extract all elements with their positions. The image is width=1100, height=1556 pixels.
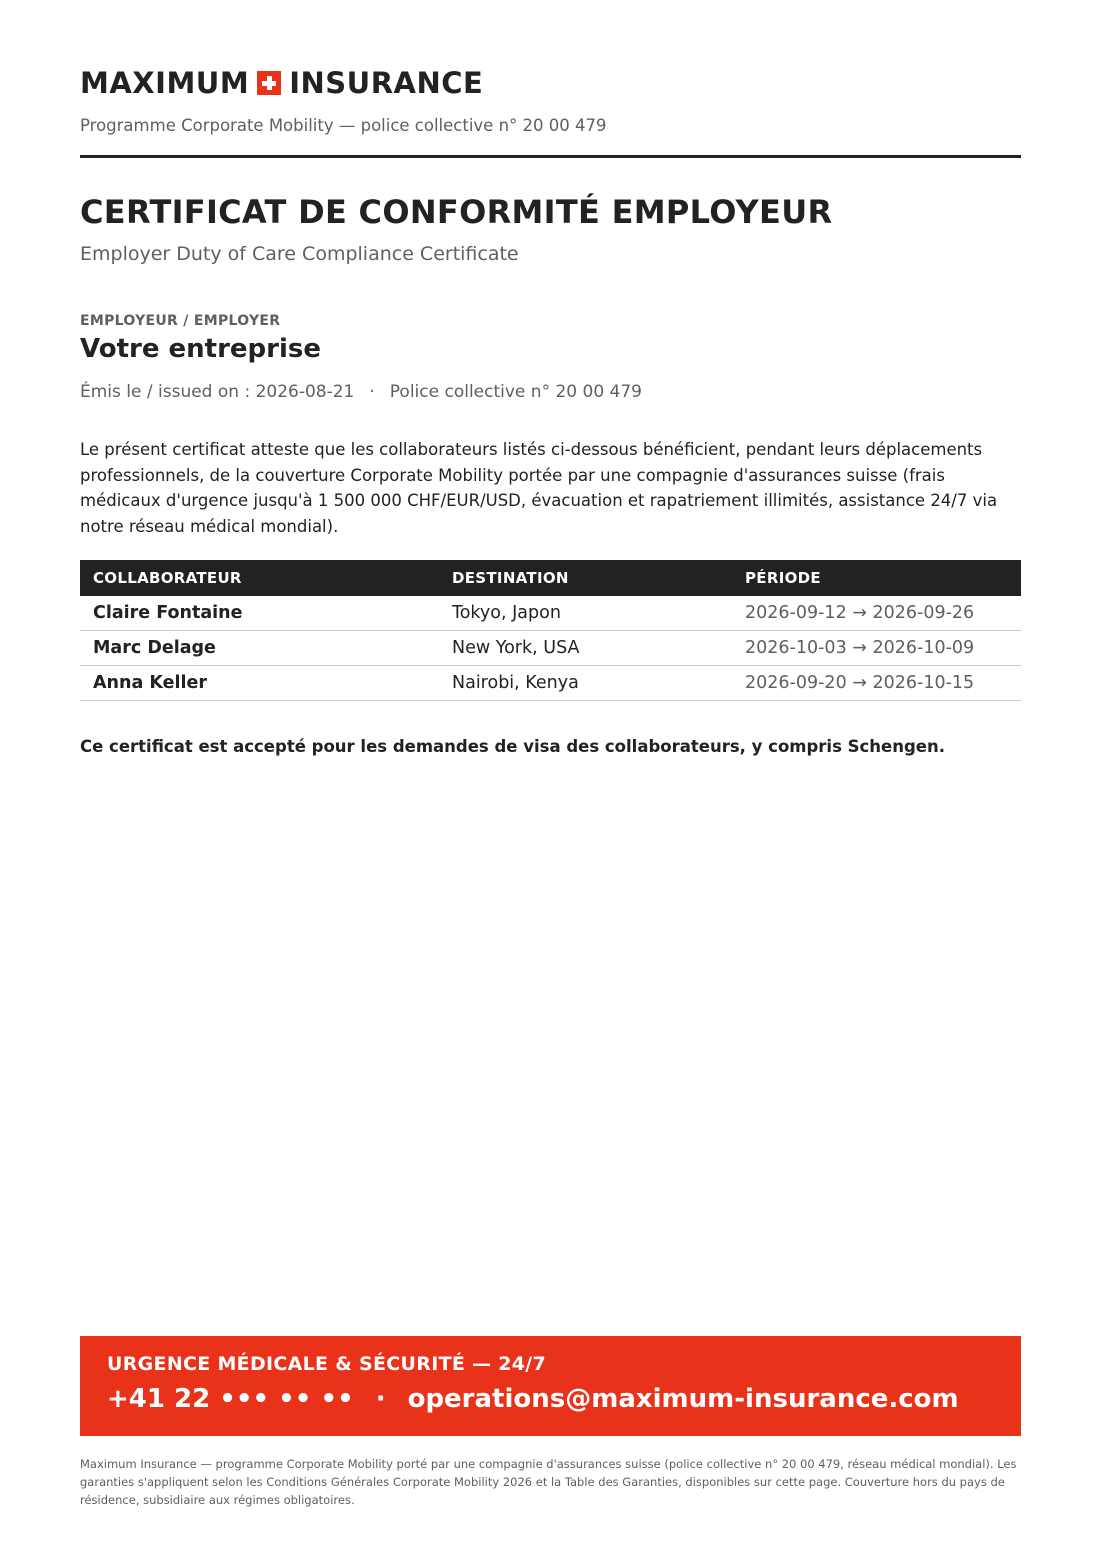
- employee-period: 2026-09-12 → 2026-09-26: [732, 596, 1021, 631]
- brand-name-right: INSURANCE: [289, 66, 484, 100]
- employer-label: EMPLOYEUR / EMPLOYER: [80, 313, 281, 329]
- certificate-subtitle: Employer Duty of Care Compliance Certificate: [80, 243, 519, 265]
- employee-name: Marc Delage: [80, 631, 439, 666]
- table-header-row: [80, 560, 1021, 596]
- employee-destination: New York, USA: [439, 631, 732, 666]
- issue-info: [80, 382, 642, 402]
- employee-period: 2026-09-20 → 2026-10-15: [732, 666, 1021, 701]
- certificate-page: [80, 0, 1021, 1556]
- employer-name: Votre entreprise: [80, 334, 321, 364]
- emergency-contact: [107, 1384, 959, 1414]
- brand-name-left: MAXIMUM: [80, 66, 250, 100]
- employee-name: Claire Fontaine: [80, 596, 439, 631]
- emergency-email-link[interactable]: operations@maximum-insurance.com: [407, 1384, 959, 1414]
- emergency-separator: ·: [375, 1384, 386, 1414]
- table-row: [80, 631, 1021, 666]
- employee-name: Anna Keller: [80, 666, 439, 701]
- issue-separator: ·: [369, 382, 375, 402]
- intro-paragraph: Le présent certificat atteste que les collaborateurs listés ci-dessous bénéficient, pendant leurs déplacements professionnels, de la couverture Corporate Mobility portée par une compagnie d'assurances suisse (frais médicaux d'urgence jusqu'à 1 500 000 CHF/EUR/USD, évacuation et rapatriement illimités, assistance 24/7 via notre réseau médical mondial).: [80, 440, 998, 536]
- table-row: [80, 666, 1021, 701]
- visa-note: Ce certificat est accepté pour les demandes de visa des collaborateurs, y compris Schengen.: [80, 737, 946, 756]
- header-divider: [80, 155, 1021, 158]
- emergency-banner: [80, 1336, 1021, 1436]
- employee-destination: Nairobi, Kenya: [439, 666, 732, 701]
- issue-date: Émis le / issued on : 2026-08-21: [80, 382, 355, 402]
- program-line: Programme Corporate Mobility — police collective n° 20 00 479: [80, 116, 607, 135]
- column-header-period: PÉRIODE: [732, 560, 1021, 596]
- column-header-employee: COLLABORATEUR: [80, 560, 439, 596]
- employee-period: 2026-10-03 → 2026-10-09: [732, 631, 1021, 666]
- employee-table: [80, 560, 1021, 701]
- employee-destination: Tokyo, Japon: [439, 596, 732, 631]
- table-row: [80, 596, 1021, 631]
- swiss-cross-icon: [257, 71, 281, 95]
- column-header-destination: DESTINATION: [439, 560, 732, 596]
- policy-number: Police collective n° 20 00 479: [389, 382, 642, 402]
- certificate-title: CERTIFICAT DE CONFORMITÉ EMPLOYEUR: [80, 193, 833, 231]
- emergency-label: URGENCE MÉDICALE & SÉCURITÉ — 24/7: [107, 1353, 547, 1375]
- brand-logo: [80, 66, 483, 100]
- emergency-phone[interactable]: +41 22 ••• •• ••: [107, 1384, 354, 1414]
- legal-footer: Maximum Insurance — programme Corporate Mobility porté par une compagnie d'assurances suisse (police collective n° 20 00 479, réseau médical mondial). Les garanties s'appliquent selon les Conditions Générales Corporate Mobility 2026 et la Table des Garanties, disponibles sur cette page. Couverture hors du pays de résidence, subsidiaire aux régimes obligatoires.: [80, 1457, 1017, 1507]
